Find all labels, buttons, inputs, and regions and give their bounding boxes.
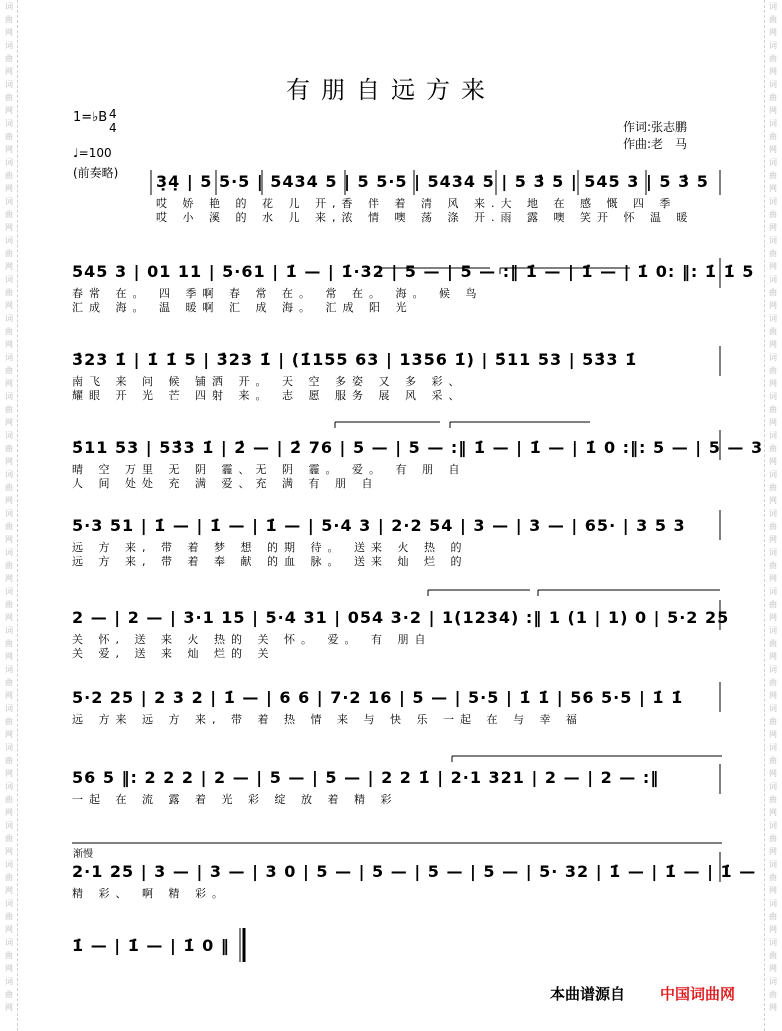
watermark-glyph: 词 xyxy=(769,860,777,869)
watermark-glyph: 网 xyxy=(769,1003,777,1012)
watermark-glyph: 曲 xyxy=(5,756,13,765)
watermark-glyph: 曲 xyxy=(769,639,777,648)
score-row xyxy=(0,258,782,338)
row-lyrics-verse-1: 一起 在 流 露 着 光 彩 绽 放 着 精 彩 xyxy=(72,793,398,806)
row-lyrics-verse-1: 晴 空 万里 无 阴 霾、无 阴 霾。 爱。 有 朋 自 xyxy=(72,463,466,476)
watermark-glyph: 曲 xyxy=(5,834,13,843)
watermark-glyph: 网 xyxy=(5,145,13,154)
watermark-glyph: 曲 xyxy=(5,54,13,63)
watermark-glyph: 词 xyxy=(5,392,13,401)
ritardando-label: 渐慢 xyxy=(73,849,93,860)
watermark-glyph: 曲 xyxy=(5,93,13,102)
watermark-glyph: 词 xyxy=(769,821,777,830)
watermark-glyph: 曲 xyxy=(769,561,777,570)
watermark-glyph: 词 xyxy=(769,2,777,11)
row-lyrics-verse-2: 人 间 处处 充 满 爱、充 满 有 朋 自 xyxy=(72,477,379,490)
row-lyrics-verse-2: 汇成 海。 温 暖啊 汇 成 海。 汇成 阳 光 xyxy=(72,301,413,314)
watermark-glyph: 词 xyxy=(769,782,777,791)
watermark-glyph: 网 xyxy=(769,769,777,778)
watermark-glyph: 词 xyxy=(5,275,13,284)
watermark-glyph: 网 xyxy=(769,652,777,661)
watermark-glyph: 网 xyxy=(769,964,777,973)
watermark-glyph: 网 xyxy=(5,1003,13,1012)
watermark-glyph: 曲 xyxy=(769,678,777,687)
watermark-glyph: 词 xyxy=(769,704,777,713)
watermark-glyph: 词 xyxy=(5,470,13,479)
watermark-glyph: 网 xyxy=(769,418,777,427)
watermark-glyph: 曲 xyxy=(5,990,13,999)
watermark-glyph: 网 xyxy=(5,808,13,817)
watermark-glyph: 网 xyxy=(769,340,777,349)
watermark-glyph: 词 xyxy=(5,2,13,11)
row-notes: 56 5 ‖: 2 2 2 | 2 — | 5 — | 5 — | 2 2 1̇ | 2·1 321 | 2 — | 2 — :‖ xyxy=(72,768,660,787)
watermark-glyph: 词 xyxy=(5,353,13,362)
watermark-glyph: 曲 xyxy=(5,795,13,804)
watermark-glyph: 曲 xyxy=(769,873,777,882)
watermark-glyph: 曲 xyxy=(769,210,777,219)
watermark-glyph: 网 xyxy=(769,457,777,466)
watermark-glyph: 词 xyxy=(769,353,777,362)
watermark-glyph: 曲 xyxy=(5,210,13,219)
source-label: 本曲谱源自 xyxy=(550,985,626,1003)
watermark-glyph: 词 xyxy=(5,80,13,89)
site-link[interactable]: 中国词曲网 xyxy=(660,985,736,1003)
watermark-glyph: 曲 xyxy=(5,912,13,921)
watermark-glyph: 网 xyxy=(769,67,777,76)
watermark-glyph: 网 xyxy=(769,730,777,739)
row-lyrics-verse-2: 关 爱, 送 来 灿 烂的 关 xyxy=(72,647,275,660)
watermark-glyph: 网 xyxy=(769,925,777,934)
watermark-glyph: 网 xyxy=(769,847,777,856)
score-row xyxy=(0,842,782,922)
watermark-glyph: 曲 xyxy=(5,444,13,453)
watermark-glyph: 词 xyxy=(5,665,13,674)
watermark-glyph: 曲 xyxy=(769,405,777,414)
row-lyrics-verse-1: 关 怀, 送 来 火 热的 关 怀。 爱。 有 朋自 xyxy=(72,633,432,646)
watermark-glyph: 词 xyxy=(5,782,13,791)
watermark-glyph: 曲 xyxy=(769,834,777,843)
tempo-marking: ♩=100 xyxy=(73,146,112,160)
watermark-glyph: 词 xyxy=(5,41,13,50)
watermark-glyph: 词 xyxy=(5,119,13,128)
score-row xyxy=(0,752,782,832)
score-row xyxy=(0,346,782,426)
watermark-glyph: 网 xyxy=(769,613,777,622)
row-notes: 5·2 25 | 2 3 2 | 1̇ — | 6 6 | 7·2 16 | 5 — | 5·5 | 1̇ 1̇ | 56 5·5 | 1̇ 1̇ xyxy=(72,688,684,707)
watermark-glyph: 曲 xyxy=(769,93,777,102)
watermark-glyph: 词 xyxy=(769,41,777,50)
watermark-glyph: 词 xyxy=(769,197,777,206)
watermark-glyph: 曲 xyxy=(5,15,13,24)
row-lyrics-verse-2: 哎 小 溪 的 水 儿 来,浓 情 噢 荡 涤 开.雨 露 噢 笑开 怀 温 暖 xyxy=(156,211,694,224)
watermark-glyph: 网 xyxy=(5,301,13,310)
watermark-glyph: 网 xyxy=(5,28,13,37)
page-title: 有朋自远方来 xyxy=(286,76,496,104)
watermark-glyph: 网 xyxy=(5,613,13,622)
row-lines xyxy=(0,842,782,922)
watermark-glyph: 曲 xyxy=(769,951,777,960)
row-lyrics-verse-1: 哎 娇 艳 的 花 儿 开,香 伴 着 清 风 来.大 地 在 感 慨 四 季 xyxy=(156,197,677,210)
watermark-glyph: 网 xyxy=(769,808,777,817)
watermark-glyph: 网 xyxy=(769,28,777,37)
watermark-glyph: 词 xyxy=(769,236,777,245)
row-lyrics-verse-1: 春常 在。 四 季啊 春 常 在。 常 在。 海。 候 鸟 xyxy=(72,287,483,300)
watermark-glyph: 网 xyxy=(5,496,13,505)
watermark-glyph: 词 xyxy=(5,548,13,557)
watermark-glyph: 曲 xyxy=(5,639,13,648)
watermark-glyph: 网 xyxy=(5,691,13,700)
watermark-glyph: 曲 xyxy=(769,288,777,297)
watermark-glyph: 词 xyxy=(769,158,777,167)
watermark-glyph: 网 xyxy=(769,379,777,388)
watermark-glyph: 词 xyxy=(769,587,777,596)
watermark-glyph: 曲 xyxy=(769,444,777,453)
watermark-glyph: 词 xyxy=(5,977,13,986)
watermark-glyph: 网 xyxy=(5,457,13,466)
row-lyrics-verse-2: 耀眼 开 光 芒 四射 来。 志 愿 服务 展 风 采、 xyxy=(72,389,466,402)
watermark-glyph: 词 xyxy=(769,509,777,518)
composer-credit: 作曲:老 马 xyxy=(623,137,688,151)
watermark-glyph: 曲 xyxy=(5,405,13,414)
watermark-glyph: 网 xyxy=(769,184,777,193)
watermark-glyph: 网 xyxy=(769,106,777,115)
lyricist-credit: 作词:张志鹏 xyxy=(623,120,688,134)
watermark-glyph: 词 xyxy=(5,938,13,947)
row-lyrics-verse-1: 南飞 来 问 候 铺洒 开。 天 空 多姿 又 多 彩、 xyxy=(72,375,466,388)
watermark-glyph: 网 xyxy=(769,262,777,271)
watermark-glyph: 曲 xyxy=(769,132,777,141)
watermark-glyph: 网 xyxy=(5,535,13,544)
watermark-glyph: 词 xyxy=(5,704,13,713)
watermark-glyph: 曲 xyxy=(5,327,13,336)
watermark-glyph: 曲 xyxy=(5,132,13,141)
watermark-glyph: 网 xyxy=(5,223,13,232)
watermark-glyph: 词 xyxy=(5,197,13,206)
watermark-glyph: 曲 xyxy=(5,171,13,180)
watermark-glyph: 网 xyxy=(769,301,777,310)
watermark-glyph: 词 xyxy=(769,977,777,986)
row-notes: 545 3 | 01 11 | 5·61 | 1̇ — | 1̇·32 | 5 — | 5 — :‖ 1̇ — | 1̇ — | 1̇ 0: ‖: 1̇ 1̇ 5 xyxy=(72,262,755,281)
watermark-glyph: 曲 xyxy=(769,717,777,726)
prelude-note: (前奏略) xyxy=(73,166,119,180)
watermark-glyph: 曲 xyxy=(5,600,13,609)
watermark-glyph: 词 xyxy=(769,938,777,947)
watermark-glyph: 词 xyxy=(769,314,777,323)
row-lyrics-verse-1: 远 方来 远 方 来, 带 着 热 情 来 与 快 乐 一起 在 与 幸 福 xyxy=(72,713,583,726)
watermark-glyph: 网 xyxy=(769,223,777,232)
watermark-glyph: 网 xyxy=(769,691,777,700)
watermark-glyph: 网 xyxy=(769,886,777,895)
watermark-glyph: 曲 xyxy=(5,366,13,375)
watermark-glyph: 词 xyxy=(5,821,13,830)
watermark-glyph: 词 xyxy=(5,509,13,518)
row-notes: 1̇ — | 1̇ — | 1̇ 0 ‖ xyxy=(72,936,230,955)
score-row xyxy=(0,510,782,590)
row-notes: 5̇11 53 | 53̇3 1̇ | 2̇ — | 2̇ 76 | 5 — | 5 — :‖ 1̇ — | 1̇ — | 1̇ 0 :‖: 5 — | 5 — 3 xyxy=(72,438,764,457)
watermark-glyph: 网 xyxy=(5,184,13,193)
watermark-glyph: 曲 xyxy=(769,912,777,921)
watermark-glyph: 曲 xyxy=(769,795,777,804)
row-lyrics-verse-2: 远 方 来, 带 着 奉 献 的血 脉。 送来 灿 烂 的 xyxy=(72,555,468,568)
watermark-glyph: 词 xyxy=(769,665,777,674)
watermark-glyph: 词 xyxy=(769,470,777,479)
watermark-glyph: 词 xyxy=(5,314,13,323)
watermark-glyph: 曲 xyxy=(5,288,13,297)
watermark-glyph: 网 xyxy=(5,262,13,271)
watermark-glyph: 曲 xyxy=(769,171,777,180)
watermark-glyph: 曲 xyxy=(5,561,13,570)
watermark-glyph: 曲 xyxy=(769,756,777,765)
watermark-glyph: 曲 xyxy=(5,522,13,531)
row-lyrics-verse-1: 远 方 来, 带 着 梦 想 的期 待。 送来 火 热 的 xyxy=(72,541,468,554)
watermark-glyph: 词 xyxy=(769,899,777,908)
watermark-glyph: 曲 xyxy=(769,15,777,24)
watermark-glyph: 曲 xyxy=(5,873,13,882)
watermark-glyph: 曲 xyxy=(769,249,777,258)
watermark-glyph: 词 xyxy=(5,431,13,440)
watermark-glyph: 网 xyxy=(5,418,13,427)
watermark-glyph: 词 xyxy=(769,275,777,284)
watermark-glyph: 网 xyxy=(5,340,13,349)
watermark-glyph: 词 xyxy=(769,431,777,440)
watermark-glyph: 网 xyxy=(769,574,777,583)
watermark-glyph: 词 xyxy=(5,743,13,752)
watermark-glyph: 词 xyxy=(769,548,777,557)
watermark-glyph: 词 xyxy=(769,80,777,89)
watermark-glyph: 词 xyxy=(5,236,13,245)
watermark-glyph: 网 xyxy=(5,847,13,856)
score-row xyxy=(0,588,782,668)
score-row xyxy=(0,170,782,250)
row-notes: 5·3 51 | 1̇ — | 1̇ — | 1̇ — | 5·4 3 | 2·2 54 | 3 — | 3 — | 65· | 3 5 3 xyxy=(72,516,686,535)
watermark-glyph: 网 xyxy=(5,67,13,76)
watermark-glyph: 网 xyxy=(769,496,777,505)
watermark-glyph: 词 xyxy=(5,860,13,869)
row-lyrics-verse-1: 精 彩、 啊 精 彩。 xyxy=(72,887,229,900)
watermark-glyph: 词 xyxy=(769,119,777,128)
watermark-glyph: 词 xyxy=(5,626,13,635)
score-row xyxy=(0,682,782,762)
watermark-glyph: 曲 xyxy=(5,951,13,960)
watermark-glyph: 网 xyxy=(5,769,13,778)
watermark-glyph: 词 xyxy=(769,743,777,752)
time-signature-bottom: 4 xyxy=(109,121,117,135)
row-notes: 3̣4̣ | 5 5·5 | 5434 5 | 5 5·5 | 5434 5 | 5 3̇ 5 | 545 3 | 5 3̇ 5 xyxy=(156,172,709,191)
watermark-glyph: 曲 xyxy=(769,522,777,531)
watermark-glyph: 曲 xyxy=(769,54,777,63)
watermark-glyph: 词 xyxy=(5,158,13,167)
watermark-glyph: 网 xyxy=(5,106,13,115)
watermark-glyph: 网 xyxy=(5,886,13,895)
watermark-glyph: 曲 xyxy=(5,249,13,258)
watermark-glyph: 曲 xyxy=(5,678,13,687)
score-row xyxy=(0,420,782,500)
watermark-glyph: 词 xyxy=(769,392,777,401)
watermark-glyph: 曲 xyxy=(769,366,777,375)
watermark-glyph: 曲 xyxy=(769,483,777,492)
row-notes: 2 — | 2 — | 3·1 15 | 5·4 31 | 054 3·2 | 1(1234) :‖ 1 (1 | 1) 0 | 5·2 25 xyxy=(72,608,730,627)
watermark-glyph: 网 xyxy=(769,535,777,544)
time-signature xyxy=(109,107,117,135)
watermark-glyph: 网 xyxy=(5,964,13,973)
time-signature-top: 4 xyxy=(109,107,117,121)
watermark-glyph: 网 xyxy=(5,574,13,583)
watermark-glyph: 曲 xyxy=(5,717,13,726)
watermark-glyph: 词 xyxy=(769,626,777,635)
watermark-glyph: 网 xyxy=(5,652,13,661)
key-signature: 1=♭B xyxy=(73,110,108,125)
row-lines xyxy=(0,752,782,832)
watermark-glyph: 曲 xyxy=(769,600,777,609)
watermark-glyph: 词 xyxy=(5,587,13,596)
row-notes: 2·1 25 | 3 — | 3 — | 3 0 | 5 — | 5 — | 5 — | 5 — | 5· 32 | 1̇ — | 1̇ — | 1̇ — xyxy=(72,862,757,881)
watermark-glyph: 网 xyxy=(5,379,13,388)
watermark-glyph: 曲 xyxy=(769,327,777,336)
watermark-glyph: 曲 xyxy=(769,990,777,999)
watermark-glyph: 网 xyxy=(5,730,13,739)
watermark-glyph: 曲 xyxy=(5,483,13,492)
watermark-glyph: 网 xyxy=(769,145,777,154)
watermark-glyph: 网 xyxy=(5,925,13,934)
watermark-glyph: 词 xyxy=(5,899,13,908)
row-notes: 3̇23 1̇ | 1̇ 1̇ 5 | 3̇23 1̇ | (1̇155 63 | 1356 1̇) | 5̇11 53 | 53̇3 1̇ xyxy=(72,350,638,369)
